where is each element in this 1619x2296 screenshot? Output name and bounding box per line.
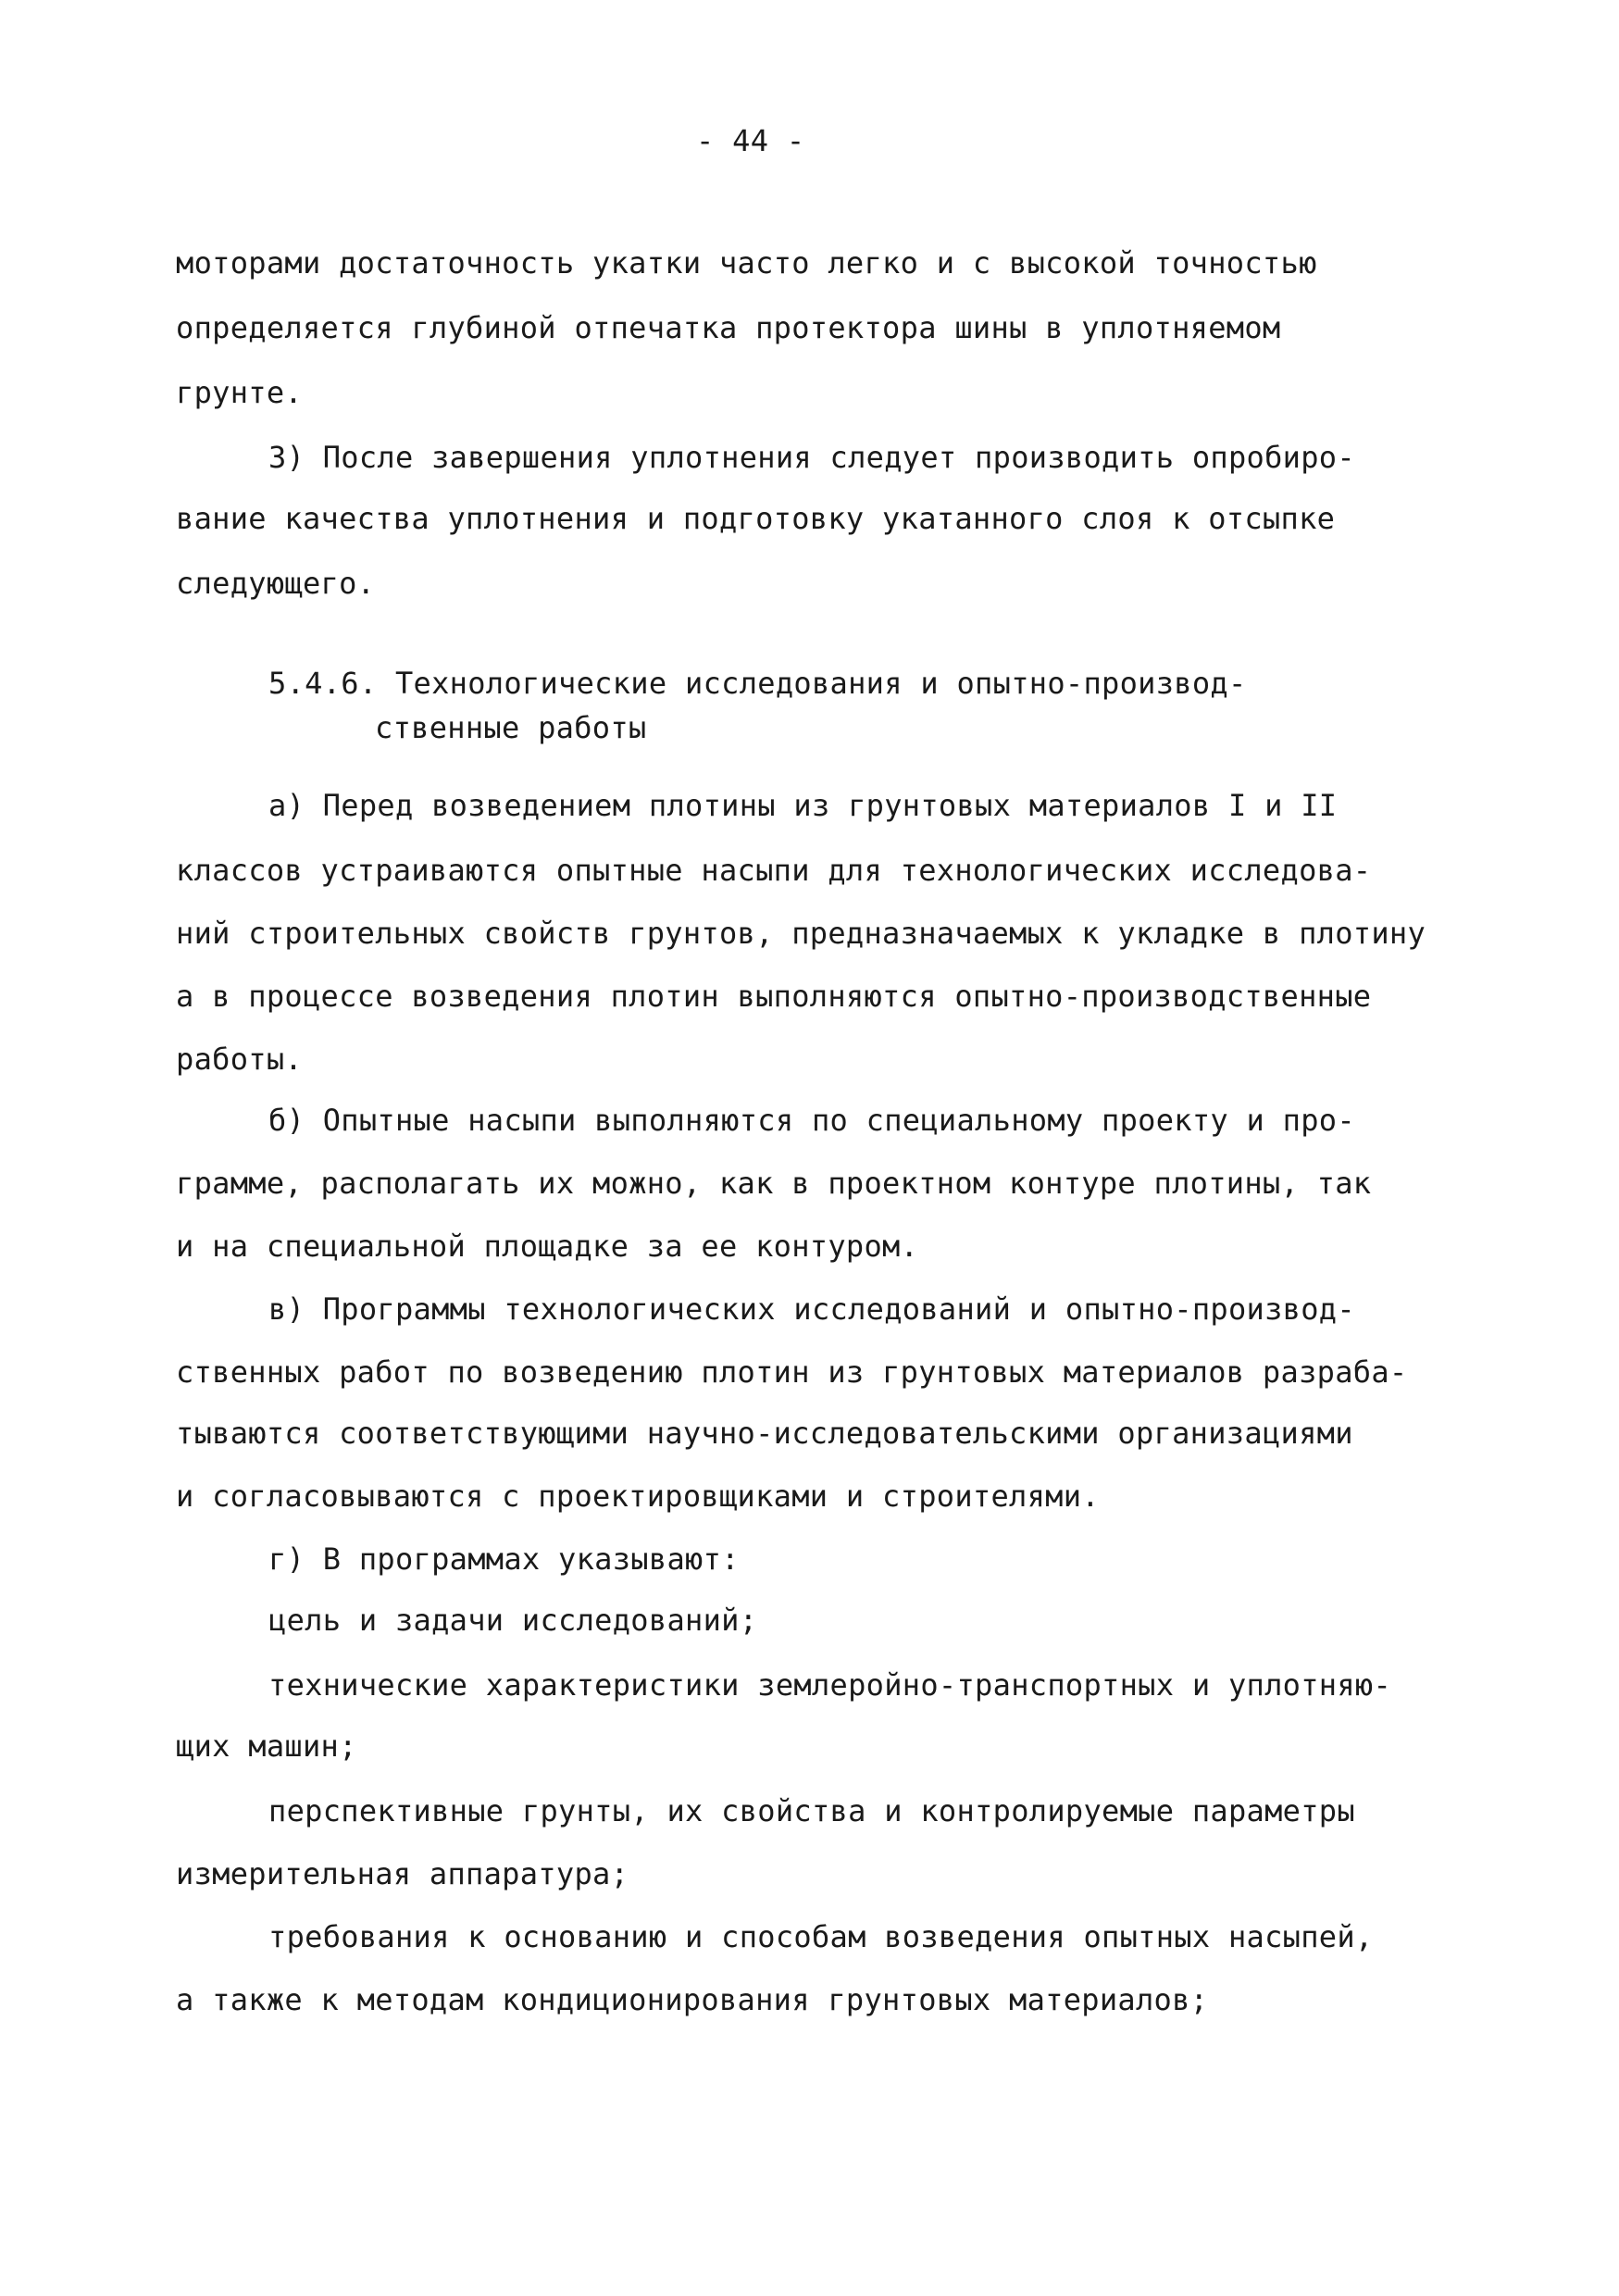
section-heading-cont: ственные работы: [375, 710, 647, 745]
text-line: и на специальной площадке за ее контуром.: [176, 1229, 919, 1264]
text-line: ственных работ по возведению плотин из грунтовых материалов разраба-: [176, 1354, 1408, 1390]
text-line: цель и задачи исследований;: [268, 1603, 758, 1638]
text-line: технические характеристики землеройно-транспортных и уплотняю-: [268, 1667, 1392, 1703]
text-line: г) В программах указывают:: [268, 1541, 740, 1577]
text-line: следующего.: [176, 566, 376, 601]
text-line: и согласовываются с проектировщиками и строителями.: [176, 1479, 1100, 1514]
text-line: б) Опытные насыпи выполняются по специальному проекту и про-: [268, 1103, 1355, 1138]
text-line: грамме, располагать их можно, как в проектном контуре плотины, так: [176, 1166, 1372, 1201]
text-line: 3) После завершения уплотнения следует производить опробиро-: [268, 440, 1355, 475]
text-line: в) Программы технологических исследований и опытно-производ-: [268, 1292, 1355, 1327]
text-line: а в процессе возведения плотин выполняются опытно-производственные: [176, 979, 1372, 1014]
section-heading: 5.4.6. Технологические исследования и опытно-производ-: [268, 666, 1247, 701]
page-number: - 44 -: [696, 123, 805, 158]
text-line: а также к методам кондиционирования грунтовых материалов;: [176, 1982, 1209, 2017]
text-line: ний строительных свойств грунтов, предназначаемых к укладке в плотину: [176, 916, 1426, 951]
text-line: щих машин;: [176, 1728, 357, 1764]
text-line: определяется глубиной отпечатка протектора шины в уплотняемом: [176, 310, 1281, 345]
text-line: перспективные грунты, их свойства и контролируемые параметры: [268, 1793, 1355, 1828]
text-line: грунте.: [176, 375, 303, 410]
text-line: а) Перед возведением плотины из грунтовых материалов I и II: [268, 788, 1338, 823]
text-line: вание качества уплотнения и подготовку укатанного слоя к отсыпке: [176, 501, 1336, 536]
text-line: работы.: [176, 1042, 303, 1077]
text-line: классов устраиваются опытные насыпи для технологических исследова-: [176, 853, 1372, 888]
text-line: измерительная аппаратура;: [176, 1856, 629, 1891]
text-line: моторами достаточность укатки часто легко и с высокой точностью: [176, 245, 1317, 281]
text-line: требования к основанию и способам возведения опытных насыпей,: [268, 1919, 1374, 1954]
text-line: тываются соответствующими научно-исследовательскими организациями: [176, 1416, 1353, 1451]
